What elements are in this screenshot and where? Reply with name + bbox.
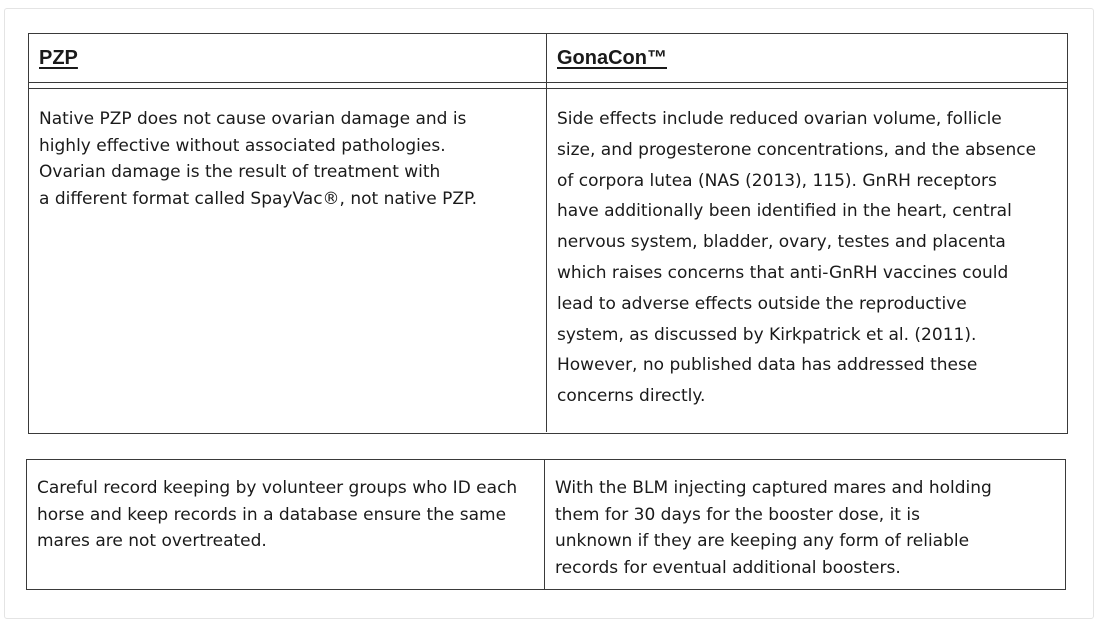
spacer-cell-left (29, 83, 547, 88)
text-line: Native PZP does not cause ovarian damage and is (39, 109, 467, 129)
table-row (27, 460, 1065, 589)
header-pzp: PZP (39, 47, 78, 69)
text-line: which raises concerns that anti-GnRH vaccines could (557, 262, 1009, 283)
text-line: unknown if they are keeping any form of reliable (555, 531, 970, 551)
gonacon-side-effects-text (557, 104, 1059, 412)
header-cell-gonacon (547, 34, 1067, 82)
text-line: lead to adverse effects outside the reproductive (557, 293, 967, 314)
text-line: nervous system, bladder, ovary, testes and placenta (557, 232, 1006, 253)
comparison-table-record-keeping (26, 459, 1066, 590)
text-line: system, as discussed by Kirkpatrick et al. (2011). (557, 324, 977, 345)
table-header-row (29, 34, 1067, 83)
text-line: horse and keep records in a database ensure the same (37, 504, 507, 525)
text-line: Ovarian damage is the result of treatment with (39, 162, 441, 182)
text-line: a different format called SpayVac®, not native PZP. (39, 188, 478, 209)
text-line: highly effective without associated pathologies. (39, 135, 446, 156)
header-cell-pzp (29, 34, 547, 82)
pzp-records-cell (27, 460, 545, 589)
pzp-side-effects-cell (29, 89, 547, 432)
pzp-side-effects-text (39, 106, 536, 212)
header-gonacon: GonaCon™ (557, 47, 667, 69)
text-line: concerns directly. (557, 386, 706, 407)
text-line: have additionally been identified in the heart, central (557, 201, 1012, 222)
gonacon-records-text (555, 475, 1057, 581)
text-line: of corpora lutea (NAS (2013), 115). GnRH receptors (557, 170, 997, 191)
text-line: With the BLM injecting captured mares and holding (555, 478, 992, 498)
text-line: size, and progesterone concentrations, and the absence (557, 139, 1037, 160)
text-line: mares are not overtreated. (37, 531, 267, 551)
text-line: However, no published data has addressed these (557, 355, 978, 376)
text-line: Careful record keeping by volunteer groups who ID each (37, 478, 518, 498)
gonacon-side-effects-cell (547, 89, 1067, 432)
text-line: them for 30 days for the booster dose, it is (555, 504, 920, 525)
gonacon-records-cell (545, 460, 1065, 589)
text-line: records for eventual additional boosters. (555, 557, 901, 578)
pzp-records-text (37, 475, 538, 555)
text-line: Side effects include reduced ovarian volume, follicle (557, 109, 1002, 129)
table-row (29, 89, 1067, 432)
comparison-table-side-effects (28, 33, 1068, 434)
